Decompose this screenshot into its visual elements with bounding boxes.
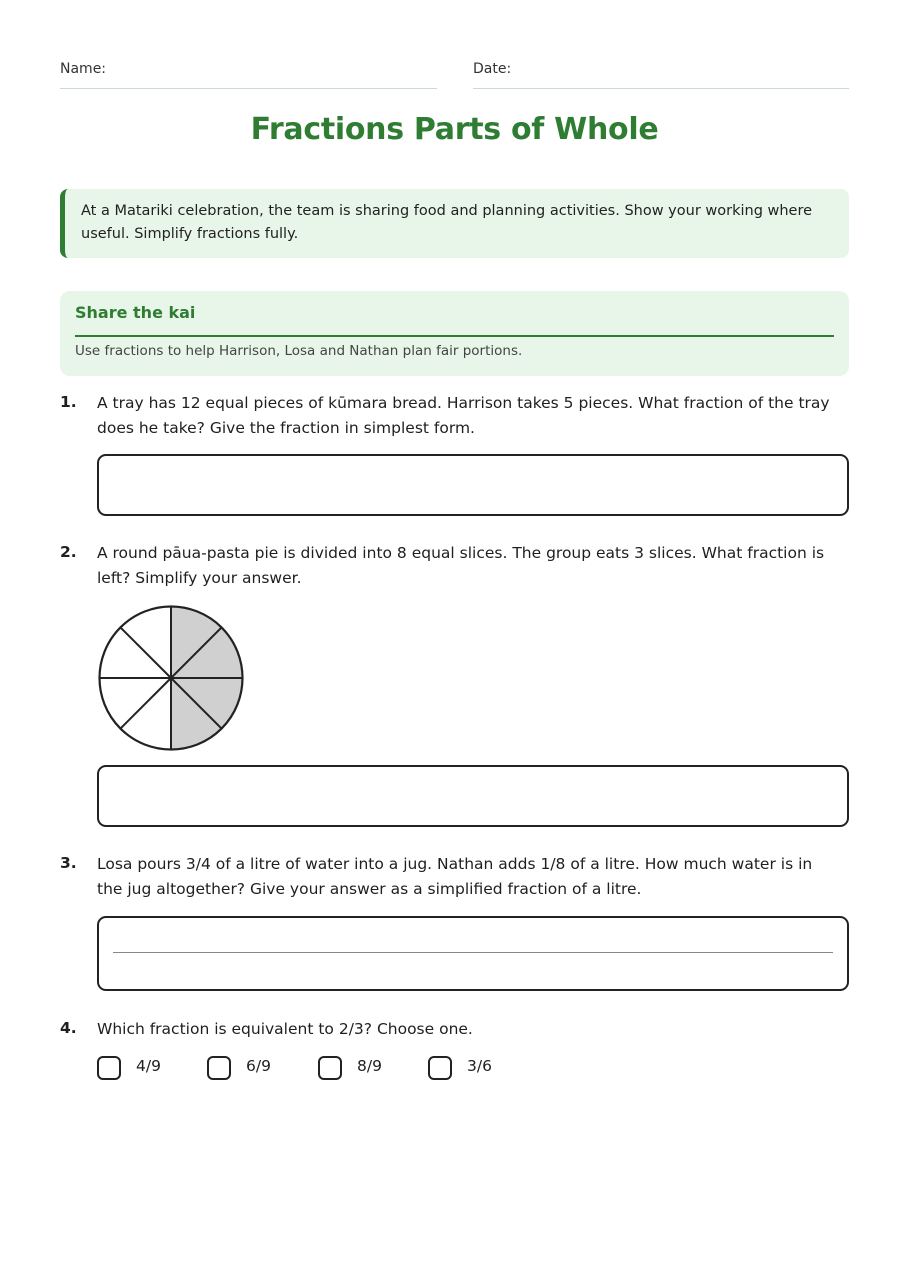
option-4-checkbox[interactable] xyxy=(428,1056,452,1080)
answer-writing-line xyxy=(113,952,833,953)
option-3-checkbox[interactable] xyxy=(318,1056,342,1080)
option-2-checkbox[interactable] xyxy=(207,1056,231,1080)
date-label: Date: xyxy=(473,61,512,77)
section-header xyxy=(60,291,849,376)
intro-panel xyxy=(60,189,849,258)
question-3-answer-box[interactable] xyxy=(97,916,849,991)
name-field[interactable] xyxy=(60,61,437,89)
option-1-checkbox[interactable] xyxy=(97,1056,121,1080)
question-1-text: A tray has 12 equal pieces of kūmara bread. Harrison takes 5 pieces. What fraction of the tray does he take? Give the fraction in simplest form. xyxy=(97,394,830,437)
question-3-number: 3. xyxy=(60,854,77,872)
pie-diagram xyxy=(97,604,245,752)
date-field[interactable] xyxy=(473,61,849,89)
option-3-label: 8/9 xyxy=(357,1057,382,1075)
option-1-label: 4/9 xyxy=(136,1057,161,1075)
question-4-options xyxy=(97,1055,697,1085)
student-info-row xyxy=(60,61,849,89)
option-2-label: 6/9 xyxy=(246,1057,271,1075)
question-2-number: 2. xyxy=(60,543,77,561)
name-label: Name: xyxy=(60,61,107,77)
question-4-text: Which fraction is equivalent to 2/3? Choose one. xyxy=(97,1020,473,1038)
option-4-label: 3/6 xyxy=(467,1057,492,1075)
question-3-text: Losa pours 3/4 of a litre of water into a jug. Nathan adds 1/8 of a litre. How much water is in the jug altogether? Give your answer as a simplified fraction of a litre. xyxy=(97,855,813,898)
page-title: Fractions Parts of Whole xyxy=(250,112,659,147)
question-1-number: 1. xyxy=(60,393,77,411)
section-divider xyxy=(75,335,834,337)
section-title: Share the kai xyxy=(75,303,196,322)
question-1-answer-box[interactable] xyxy=(97,454,849,516)
section-subtitle: Use fractions to help Harrison, Losa and Nathan plan fair portions. xyxy=(75,343,523,359)
question-4-number: 4. xyxy=(60,1019,77,1037)
question-2-answer-box[interactable] xyxy=(97,765,849,827)
question-2-text: A round pāua-pasta pie is divided into 8 equal slices. The group eats 3 slices. What fraction is left? Simplify your answer. xyxy=(97,544,825,587)
intro-text: At a Matariki celebration, the team is sharing food and planning activities. Show your working where useful. Simplify fractions fully. xyxy=(81,203,813,242)
